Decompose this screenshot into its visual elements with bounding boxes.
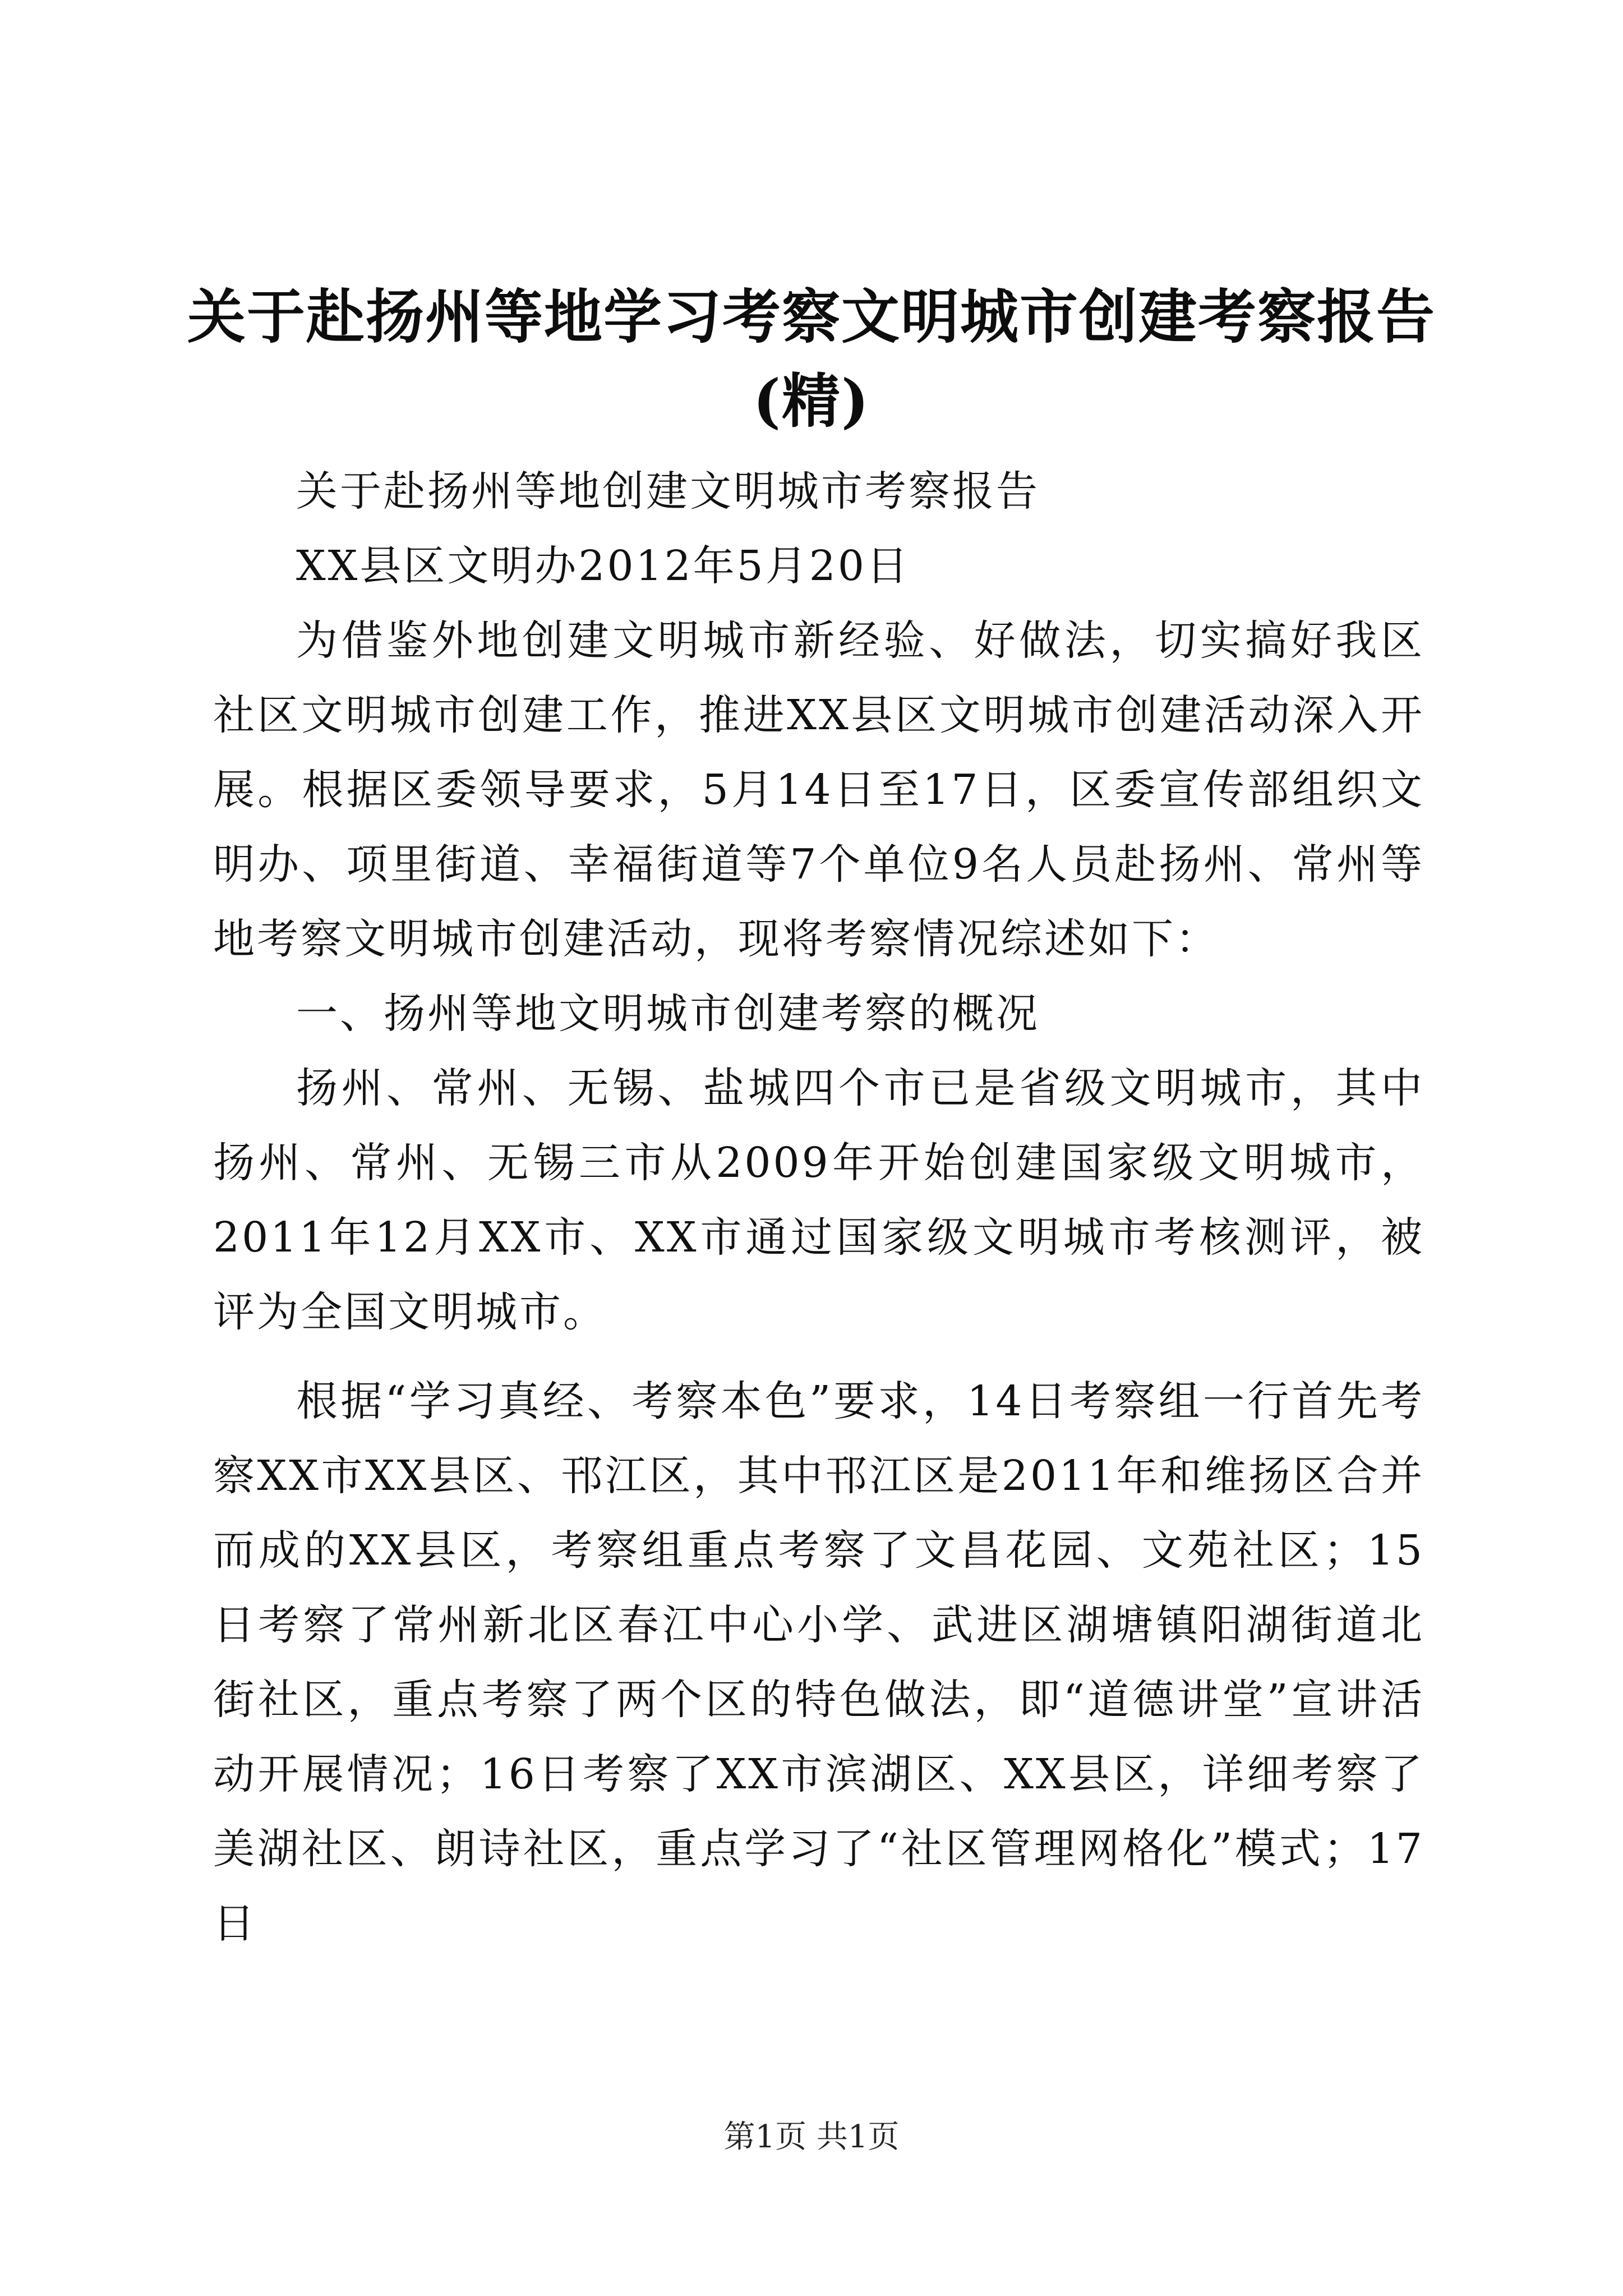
intro-paragraph: 为借鉴外地创建文明城市新经验、好做法，切实搞好我区社区文明城市创建工作，推进XX县区文明城市创建活动深入开展。根据区委领导要求，5月14日至17日，区委宣传部组织文明办、项里街道、幸福街道等7个单位9名人员赴扬州、常州等地考察文明城市创建活动，现将考察情况综述如下：: [213, 616, 1424, 963]
itinerary-paragraph: 根据“学习真经、考察本色”要求，14日考察组一行首先考察XX市XX县区、邗江区，其中邗江区是2011年和维扬区合并而成的XX县区，考察组重点考察了文昌花园、文苑社区；15日考察了常州新北区春江中心小学、武进区湖塘镇阳湖街道北街社区，重点考察了两个区的特色做法，即“道德讲堂”宣讲活动开展情况；16日考察了XX市滨湖区、XX县区，详细考察了美湖社区、朗诗社区，重点学习了“社区管理网格化”模式；17日: [213, 1377, 1424, 1948]
subtitle-paragraph: 关于赴扬州等地创建文明城市考察报告: [296, 467, 1040, 516]
date-line: XX县区文明办2012年5月20日: [296, 542, 910, 590]
section-heading: 一、扬州等地文明城市创建考察的概况: [296, 990, 1040, 1038]
page-number-footer: 第1页 共1页: [723, 2119, 900, 2155]
overview-paragraph: 扬州、常州、无锡、盐城四个市已是省级文明城市，其中扬州、常州、无锡三市从2009年开始创建国家级文明城市，2011年12月XX市、XX市通过国家级文明城市考核测评，被评为全国文明城市。: [213, 1064, 1424, 1336]
document-body: [213, 454, 1424, 1961]
document-title: 关于赴扬州等地学习考察文明城市创建考察报告(精): [187, 282, 1436, 435]
